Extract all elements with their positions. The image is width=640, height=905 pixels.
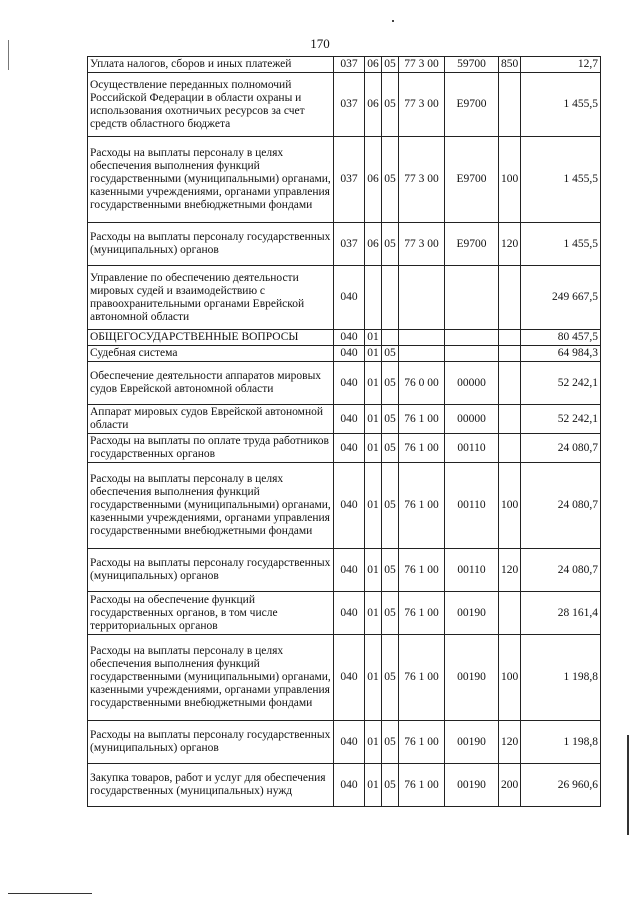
row-expense-type-code bbox=[499, 405, 521, 434]
scan-speck bbox=[392, 20, 394, 22]
row-target-direction-code: 00110 bbox=[445, 549, 499, 592]
row-ved-code: 037 bbox=[334, 137, 365, 223]
row-target-direction-code: Е9700 bbox=[445, 137, 499, 223]
row-target-direction-code bbox=[445, 346, 499, 362]
row-subsection-code: 05 bbox=[382, 405, 399, 434]
row-name: Расходы на выплаты персоналу государственных (муниципальных) органов bbox=[88, 549, 334, 592]
row-amount: 64 984,3 bbox=[521, 346, 601, 362]
row-amount: 1 455,5 bbox=[521, 137, 601, 223]
row-target-direction-code: 00190 bbox=[445, 592, 499, 635]
table-row bbox=[88, 266, 601, 330]
scan-edge-line bbox=[8, 40, 9, 70]
row-ved-code: 040 bbox=[334, 549, 365, 592]
row-section-code: 06 bbox=[365, 223, 382, 266]
table-row bbox=[88, 330, 601, 346]
row-expense-type-code: 100 bbox=[499, 137, 521, 223]
row-target-program-code: 76 1 00 bbox=[399, 764, 445, 807]
table-row bbox=[88, 73, 601, 137]
budget-table bbox=[87, 56, 601, 807]
row-ved-code: 040 bbox=[334, 362, 365, 405]
row-section-code: 01 bbox=[365, 592, 382, 635]
table-row bbox=[88, 434, 601, 463]
table-row bbox=[88, 549, 601, 592]
row-expense-type-code bbox=[499, 434, 521, 463]
row-ved-code: 040 bbox=[334, 764, 365, 807]
row-target-direction-code: Е9700 bbox=[445, 223, 499, 266]
row-target-program-code: 76 1 00 bbox=[399, 549, 445, 592]
page-number: 170 bbox=[310, 36, 330, 51]
row-expense-type-code bbox=[499, 266, 521, 330]
row-subsection-code bbox=[382, 266, 399, 330]
row-ved-code: 040 bbox=[334, 434, 365, 463]
row-amount: 1 455,5 bbox=[521, 223, 601, 266]
row-amount: 52 242,1 bbox=[521, 405, 601, 434]
row-subsection-code: 05 bbox=[382, 463, 399, 549]
row-name: ОБЩЕГОСУДАРСТВЕННЫЕ ВОПРОСЫ bbox=[88, 330, 334, 346]
table-row bbox=[88, 463, 601, 549]
row-amount: 12,7 bbox=[521, 57, 601, 73]
row-subsection-code: 05 bbox=[382, 764, 399, 807]
row-name: Расходы на выплаты персоналу в целях обеспечения выполнения функций государственными (муниципальными) органами, казенными учреждениями, органами управления государственными внебюджетными фондами bbox=[88, 635, 334, 721]
table-row bbox=[88, 405, 601, 434]
row-target-program-code: 76 1 00 bbox=[399, 405, 445, 434]
row-name: Закупка товаров, работ и услуг для обеспечения государственных (муниципальных) нужд bbox=[88, 764, 334, 807]
scan-edge-line-right bbox=[627, 735, 629, 835]
row-amount: 52 242,1 bbox=[521, 362, 601, 405]
row-subsection-code: 05 bbox=[382, 73, 399, 137]
row-name: Расходы на выплаты персоналу государственных (муниципальных) органов bbox=[88, 223, 334, 266]
row-target-program-code bbox=[399, 346, 445, 362]
row-target-program-code: 76 1 00 bbox=[399, 592, 445, 635]
row-target-program-code: 76 0 00 bbox=[399, 362, 445, 405]
table-row bbox=[88, 137, 601, 223]
row-expense-type-code: 120 bbox=[499, 721, 521, 764]
row-name: Уплата налогов, сборов и иных платежей bbox=[88, 57, 334, 73]
row-ved-code: 040 bbox=[334, 463, 365, 549]
row-target-program-code: 77 3 00 bbox=[399, 137, 445, 223]
row-section-code: 01 bbox=[365, 346, 382, 362]
row-subsection-code: 05 bbox=[382, 592, 399, 635]
row-target-direction-code bbox=[445, 266, 499, 330]
row-target-program-code: 76 1 00 bbox=[399, 721, 445, 764]
row-expense-type-code: 850 bbox=[499, 57, 521, 73]
row-ved-code: 040 bbox=[334, 721, 365, 764]
table-row bbox=[88, 592, 601, 635]
row-section-code: 01 bbox=[365, 764, 382, 807]
row-target-direction-code: 00110 bbox=[445, 463, 499, 549]
row-ved-code: 037 bbox=[334, 73, 365, 137]
row-expense-type-code: 100 bbox=[499, 463, 521, 549]
row-target-program-code: 77 3 00 bbox=[399, 73, 445, 137]
row-section-code: 06 bbox=[365, 73, 382, 137]
row-section-code: 01 bbox=[365, 405, 382, 434]
row-section-code bbox=[365, 266, 382, 330]
row-subsection-code bbox=[382, 330, 399, 346]
row-name: Управление по обеспечению деятельности мировых судей и взаимодействию с правоохранительными органами Еврейской автономной области bbox=[88, 266, 334, 330]
row-expense-type-code: 120 bbox=[499, 223, 521, 266]
row-ved-code: 040 bbox=[334, 330, 365, 346]
row-ved-code: 037 bbox=[334, 223, 365, 266]
row-subsection-code: 05 bbox=[382, 362, 399, 405]
row-subsection-code: 05 bbox=[382, 137, 399, 223]
row-name: Аппарат мировых судов Еврейской автономной области bbox=[88, 405, 334, 434]
row-ved-code: 040 bbox=[334, 635, 365, 721]
row-expense-type-code bbox=[499, 362, 521, 405]
row-name: Расходы на обеспечение функций государственных органов, в том числе территориальных органов bbox=[88, 592, 334, 635]
row-amount: 1 455,5 bbox=[521, 73, 601, 137]
row-subsection-code: 05 bbox=[382, 721, 399, 764]
row-amount: 80 457,5 bbox=[521, 330, 601, 346]
row-target-program-code bbox=[399, 330, 445, 346]
row-target-program-code: 76 1 00 bbox=[399, 635, 445, 721]
row-section-code: 01 bbox=[365, 463, 382, 549]
row-name: Осуществление переданных полномочий Российской Федерации в области охраны и использования охотничьих ресурсов за счет средств областного бюджета bbox=[88, 73, 334, 137]
row-amount: 24 080,7 bbox=[521, 549, 601, 592]
row-target-program-code: 77 3 00 bbox=[399, 223, 445, 266]
row-amount: 26 960,6 bbox=[521, 764, 601, 807]
row-section-code: 06 bbox=[365, 57, 382, 73]
row-target-direction-code: Е9700 bbox=[445, 73, 499, 137]
row-name: Расходы на выплаты по оплате труда работников государственных органов bbox=[88, 434, 334, 463]
row-target-direction-code: 00190 bbox=[445, 635, 499, 721]
row-section-code: 01 bbox=[365, 330, 382, 346]
row-subsection-code: 05 bbox=[382, 635, 399, 721]
row-ved-code: 040 bbox=[334, 266, 365, 330]
footer-rule bbox=[8, 893, 92, 894]
row-target-direction-code: 00110 bbox=[445, 434, 499, 463]
row-expense-type-code: 200 bbox=[499, 764, 521, 807]
row-subsection-code: 05 bbox=[382, 223, 399, 266]
row-subsection-code: 05 bbox=[382, 549, 399, 592]
row-target-program-code: 76 1 00 bbox=[399, 434, 445, 463]
row-target-program-code: 77 3 00 bbox=[399, 57, 445, 73]
table-row bbox=[88, 635, 601, 721]
row-target-direction-code: 00000 bbox=[445, 362, 499, 405]
row-section-code: 01 bbox=[365, 635, 382, 721]
row-ved-code: 040 bbox=[334, 405, 365, 434]
row-section-code: 01 bbox=[365, 549, 382, 592]
row-expense-type-code bbox=[499, 346, 521, 362]
row-ved-code: 040 bbox=[334, 592, 365, 635]
row-target-direction-code: 00000 bbox=[445, 405, 499, 434]
row-ved-code: 037 bbox=[334, 57, 365, 73]
row-target-direction-code: 59700 bbox=[445, 57, 499, 73]
row-expense-type-code: 100 bbox=[499, 635, 521, 721]
row-subsection-code: 05 bbox=[382, 434, 399, 463]
table-row bbox=[88, 362, 601, 405]
row-amount: 1 198,8 bbox=[521, 635, 601, 721]
row-ved-code: 040 bbox=[334, 346, 365, 362]
row-subsection-code: 05 bbox=[382, 346, 399, 362]
row-expense-type-code: 120 bbox=[499, 549, 521, 592]
row-target-program-code bbox=[399, 266, 445, 330]
table-row bbox=[88, 223, 601, 266]
table-row bbox=[88, 346, 601, 362]
row-name: Судебная система bbox=[88, 346, 334, 362]
row-subsection-code: 05 bbox=[382, 57, 399, 73]
table-row bbox=[88, 764, 601, 807]
table-row bbox=[88, 721, 601, 764]
row-amount: 24 080,7 bbox=[521, 434, 601, 463]
row-name: Расходы на выплаты персоналу государственных (муниципальных) органов bbox=[88, 721, 334, 764]
row-expense-type-code bbox=[499, 330, 521, 346]
row-amount: 28 161,4 bbox=[521, 592, 601, 635]
row-section-code: 01 bbox=[365, 434, 382, 463]
row-target-direction-code: 00190 bbox=[445, 764, 499, 807]
row-target-direction-code: 00190 bbox=[445, 721, 499, 764]
row-name: Расходы на выплаты персоналу в целях обеспечения выполнения функций государственными (муниципальными) органами, казенными учреждениями, органами управления государственными внебюджетными фондами bbox=[88, 463, 334, 549]
row-expense-type-code bbox=[499, 592, 521, 635]
row-amount: 24 080,7 bbox=[521, 463, 601, 549]
table-row bbox=[88, 57, 601, 73]
row-amount: 249 667,5 bbox=[521, 266, 601, 330]
row-expense-type-code bbox=[499, 73, 521, 137]
row-section-code: 01 bbox=[365, 721, 382, 764]
row-section-code: 01 bbox=[365, 362, 382, 405]
row-target-direction-code bbox=[445, 330, 499, 346]
row-amount: 1 198,8 bbox=[521, 721, 601, 764]
row-name: Обеспечение деятельности аппаратов мировых судов Еврейской автономной области bbox=[88, 362, 334, 405]
row-target-program-code: 76 1 00 bbox=[399, 463, 445, 549]
row-section-code: 06 bbox=[365, 137, 382, 223]
row-name: Расходы на выплаты персоналу в целях обеспечения выполнения функций государственными (муниципальными) органами, казенными учреждениями, органами управления государственными внебюджетными фондами bbox=[88, 137, 334, 223]
